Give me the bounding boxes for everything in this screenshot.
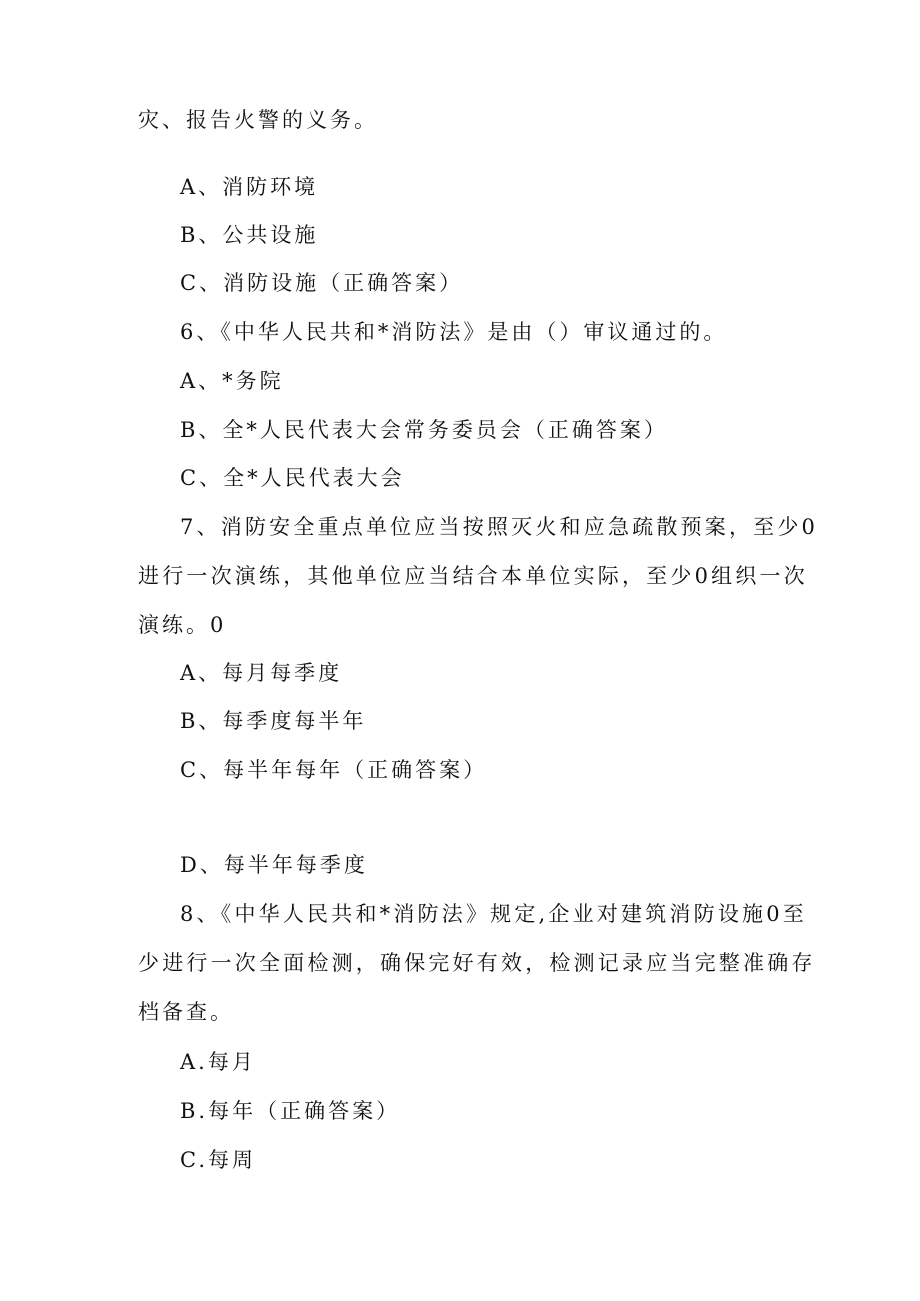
- question-6-option-c: C、全*人民代表大会: [180, 466, 405, 490]
- question-5-option-a: A、消防环境: [180, 175, 319, 199]
- question-5-stem-continuation: 灾、报告火警的义务。: [138, 108, 378, 132]
- question-7-option-a: A、每月每季度: [180, 661, 343, 685]
- question-8-stem-line-2: 少进行一次全面检测，确保完好有效，检测记录应当完整准确存: [138, 951, 816, 975]
- question-7-stem-line-3: 演练。0: [138, 613, 227, 637]
- question-6-option-b: B、全*人民代表大会常务委员会（正确答案）: [180, 418, 668, 442]
- question-7-option-b: B、每季度每半年: [180, 709, 367, 733]
- question-8-option-a: A.每月: [180, 1050, 256, 1074]
- question-8-stem-line-1: 8、《中华人民共和*消防法》规定,企业对建筑消防设施0至: [180, 902, 807, 926]
- question-7-option-d: D、每半年每季度: [180, 853, 368, 877]
- question-6-option-a: A、*务院: [180, 369, 284, 393]
- question-7-stem-line-2: 进行一次演练，其他单位应当结合本单位实际，至少0组织一次: [138, 564, 808, 588]
- question-7-option-c: C、每半年每年（正确答案）: [180, 758, 488, 782]
- question-6-stem: 6、《中华人民共和*消防法》是由（）审议通过的。: [180, 320, 728, 344]
- question-5-option-b: B、公共设施: [180, 223, 319, 247]
- question-8-stem-line-3: 档备查。: [138, 1000, 234, 1024]
- question-5-option-c: C、消防设施（正确答案）: [180, 271, 464, 295]
- question-7-stem-line-1: 7、消防安全重点单位应当按照灭火和应急疏散预案，至少0: [180, 515, 819, 539]
- question-8-option-b: B.每年（正确答案）: [180, 1099, 401, 1123]
- question-8-option-c: C.每周: [180, 1148, 256, 1172]
